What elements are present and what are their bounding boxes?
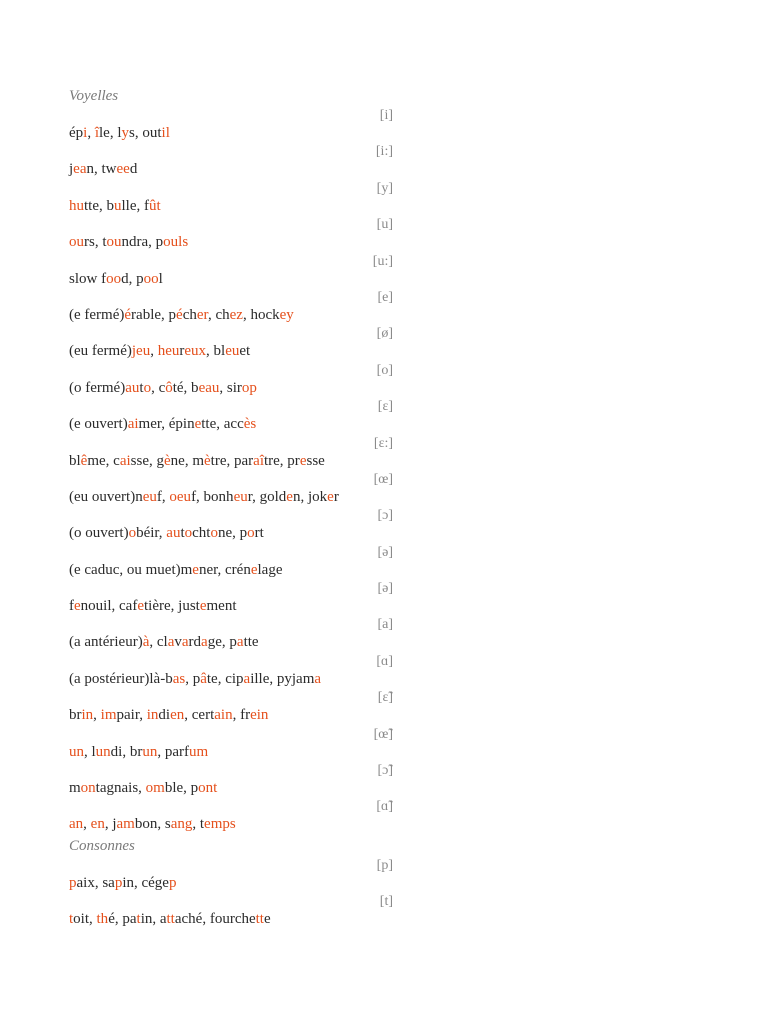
phoneme-entry	[69, 616, 399, 652]
word-text: r, gold	[247, 488, 287, 505]
ipa-symbol: [ɛ]	[377, 399, 393, 415]
highlighted-letters: ang	[170, 816, 193, 833]
highlighted-letters: tt	[166, 911, 175, 928]
word-text: bl	[69, 452, 81, 469]
highlighted-letters: t	[69, 911, 74, 928]
phoneme-entry	[69, 216, 399, 252]
highlighted-letters: e	[74, 598, 81, 615]
phoneme-entry	[69, 253, 399, 289]
example-words	[69, 378, 257, 398]
highlighted-letters: er	[196, 306, 208, 323]
word-text: v	[174, 634, 182, 651]
highlighted-letters: en	[90, 816, 105, 833]
word-text: (a antérieur)	[69, 634, 143, 651]
phonetic-table	[69, 85, 399, 930]
word-text: me, c	[87, 452, 120, 469]
highlighted-letters: o	[210, 525, 218, 542]
highlighted-letters: im	[100, 707, 117, 724]
highlighted-letters: o	[247, 525, 255, 542]
ipa-symbol: [ɑ]	[376, 653, 393, 669]
example-words	[69, 669, 321, 689]
highlighted-letters: p	[168, 874, 177, 891]
highlighted-letters: th	[96, 911, 109, 928]
word-text: ,	[83, 816, 91, 833]
highlighted-letters: un	[69, 743, 84, 760]
highlighted-letters: e	[299, 452, 307, 469]
highlighted-letters: t	[136, 911, 141, 928]
ipa-symbol: [i:]	[375, 144, 393, 160]
highlighted-letters: o	[184, 525, 193, 542]
highlighted-letters: ô	[165, 379, 173, 396]
highlighted-letters: om	[145, 780, 165, 797]
word-text: sse	[306, 452, 325, 469]
highlighted-letters: on	[80, 780, 96, 797]
highlighted-letters: e	[194, 416, 202, 433]
phoneme-entry	[69, 544, 399, 580]
word-text: j	[69, 161, 74, 178]
word-text: r	[179, 343, 185, 360]
word-text: d, p	[121, 270, 144, 287]
phoneme-entry	[69, 471, 399, 507]
highlighted-letters: â	[200, 670, 207, 687]
highlighted-letters: e	[327, 488, 334, 505]
word-text: e	[263, 911, 271, 928]
word-text: tte, acc	[201, 416, 244, 433]
word-text: , bl	[206, 343, 226, 360]
highlighted-letters: a	[236, 634, 244, 651]
ipa-symbol: [a]	[377, 617, 393, 633]
phoneme-entry	[69, 798, 399, 834]
highlighted-letters: au	[125, 379, 140, 396]
word-text: ble, p	[164, 780, 199, 797]
word-text: br	[69, 707, 82, 724]
ipa-symbol: [ə]	[377, 581, 393, 597]
highlighted-letters: oo	[143, 270, 159, 287]
example-words	[69, 560, 283, 580]
ipa-symbol: [ɛ:]	[373, 435, 393, 451]
phoneme-entry	[69, 580, 399, 616]
word-text: tagnais,	[95, 780, 146, 797]
word-text: lle, f	[121, 197, 149, 214]
highlighted-letters: aî	[253, 452, 264, 469]
phoneme-entry	[69, 143, 399, 179]
word-text: béir,	[136, 525, 167, 542]
highlighted-letters: é	[124, 306, 132, 323]
highlighted-letters: ein	[250, 707, 269, 724]
word-text: m	[69, 780, 81, 797]
word-text: , t	[192, 816, 205, 833]
highlighted-letters: oeu	[169, 488, 192, 505]
highlighted-letters: p	[69, 874, 77, 891]
word-text: aché, fourche	[174, 911, 256, 928]
highlighted-letters: ès	[243, 416, 257, 433]
example-words	[69, 742, 208, 762]
word-text: di	[158, 707, 171, 724]
highlighted-letters: o	[143, 379, 152, 396]
highlighted-letters: ou	[106, 234, 122, 251]
phoneme-entry	[69, 653, 399, 689]
word-text: ,	[93, 707, 101, 724]
vowel-entries	[69, 107, 399, 835]
highlighted-letters: u	[114, 197, 122, 214]
highlighted-letters: ain	[214, 707, 233, 724]
word-text: , sir	[219, 379, 242, 396]
example-words	[69, 414, 256, 434]
highlighted-letters: ee	[116, 161, 130, 178]
word-text: aix, sa	[76, 874, 115, 891]
section-title-vowels: Voyelles	[69, 88, 119, 104]
phoneme-entry	[69, 435, 399, 471]
word-text: cht	[192, 525, 211, 542]
word-text: bon, s	[134, 816, 171, 833]
phoneme-entry	[69, 289, 399, 325]
word-text: ép	[69, 125, 84, 141]
highlighted-letters: an	[69, 816, 84, 833]
word-text: in, cége	[122, 874, 169, 891]
example-words	[69, 196, 161, 216]
word-text: (eu fermé)	[69, 343, 132, 360]
word-text: tière, just	[144, 598, 200, 615]
word-text: , p	[185, 670, 201, 687]
phoneme-entry	[69, 107, 399, 143]
highlighted-letters: ê	[80, 452, 88, 469]
highlighted-letters: a	[201, 634, 208, 651]
highlighted-letters: è	[204, 452, 211, 469]
word-text: f,	[156, 488, 170, 505]
word-text: (eu ouvert)	[69, 488, 136, 505]
highlighted-letters: i	[83, 125, 88, 141]
word-text: di, br	[110, 743, 143, 760]
highlighted-letters: un	[142, 743, 158, 760]
ipa-symbol: [œ̃]	[373, 726, 393, 742]
example-words	[69, 269, 163, 289]
highlighted-letters: y	[121, 125, 130, 141]
word-text: , ch	[207, 306, 230, 323]
highlighted-letters: î	[94, 125, 100, 141]
word-text: ,	[150, 343, 158, 360]
word-text: le, l	[99, 125, 122, 141]
word-text: tte, b	[84, 197, 114, 214]
word-text: rd	[188, 634, 202, 651]
highlighted-letters: e	[137, 598, 144, 615]
highlighted-letters: a	[314, 670, 322, 687]
word-text: d	[129, 161, 138, 178]
highlighted-letters: as	[172, 670, 186, 687]
example-words	[69, 909, 271, 929]
word-text: , parf	[157, 743, 189, 760]
highlighted-letters: a	[167, 634, 175, 651]
highlighted-letters: p	[114, 874, 123, 891]
ipa-symbol: [e]	[377, 289, 393, 305]
ipa-symbol: [ɔ̃]	[377, 763, 393, 779]
word-text: (o fermé)	[69, 379, 126, 396]
example-words	[69, 341, 250, 361]
word-text: l	[158, 270, 163, 287]
ipa-symbol: [ø]	[376, 326, 393, 342]
section-vowels	[69, 85, 399, 835]
example-words	[69, 123, 170, 143]
ipa-symbol: [u]	[376, 217, 393, 233]
word-text: , cert	[184, 707, 215, 724]
highlighted-letters: ai	[119, 452, 131, 469]
highlighted-letters: eau	[198, 379, 220, 396]
highlighted-letters: op	[241, 379, 257, 396]
word-text: s, out	[129, 125, 162, 141]
word-text: ,	[87, 125, 95, 141]
highlighted-letters: é	[176, 306, 183, 323]
word-text: ge, p	[207, 634, 237, 651]
consonant-entries	[69, 857, 399, 930]
ipa-symbol: [œ]	[373, 471, 393, 487]
example-words	[69, 305, 294, 325]
highlighted-letters: eu	[233, 488, 248, 505]
example-words	[69, 451, 325, 471]
phoneme-entry	[69, 507, 399, 543]
word-text: ndra, p	[121, 234, 164, 251]
word-text: (e ouvert)	[69, 416, 128, 433]
example-words	[69, 705, 268, 725]
phoneme-entry	[69, 762, 399, 798]
example-words	[69, 778, 217, 798]
word-text: ner, crén	[198, 561, 251, 578]
word-text: n, tw	[86, 161, 117, 178]
ipa-symbol: [i]	[379, 108, 393, 123]
ipa-symbol: [ə]	[377, 544, 393, 560]
highlighted-letters: ût	[149, 197, 161, 214]
word-text: r	[333, 488, 339, 505]
word-text: (e caduc, ou muet)	[69, 561, 181, 578]
highlighted-letters: ez	[229, 306, 243, 323]
highlighted-letters: emps	[204, 816, 236, 833]
highlighted-letters: heu	[157, 343, 180, 360]
word-text: , c	[151, 379, 166, 396]
word-text: ne, m	[170, 452, 204, 469]
section-consonants	[69, 835, 399, 930]
highlighted-letters: ai	[127, 416, 139, 433]
ipa-symbol: [ɛ̃]	[377, 690, 393, 706]
highlighted-letters: e	[199, 598, 207, 615]
phoneme-entry	[69, 857, 399, 893]
phoneme-entry	[69, 689, 399, 725]
highlighted-letters: oo	[106, 270, 122, 287]
example-words	[69, 523, 264, 543]
highlighted-letters: am	[116, 816, 135, 833]
highlighted-letters: il	[161, 125, 170, 141]
highlighted-letters: au	[166, 525, 181, 542]
word-text: tre, par	[210, 452, 254, 469]
highlighted-letters: un	[95, 743, 111, 760]
ipa-symbol: [o]	[376, 362, 393, 378]
phoneme-entry	[69, 362, 399, 398]
word-text: té, b	[172, 379, 199, 396]
word-text: (a postérieur)	[69, 670, 150, 687]
word-text: (o ouvert)	[69, 525, 129, 542]
word-text: n, jok	[292, 488, 328, 505]
example-words	[69, 487, 339, 507]
word-text: , cl	[149, 634, 168, 651]
highlighted-letters: eu	[225, 343, 240, 360]
word-text: é, pa	[108, 911, 137, 928]
word-text: rable, p	[131, 306, 177, 323]
highlighted-letters: è	[164, 452, 171, 469]
highlighted-letters: ey	[279, 306, 294, 323]
phoneme-entry	[69, 398, 399, 434]
ipa-symbol: [u:]	[372, 253, 393, 269]
highlighted-letters: in	[81, 707, 94, 724]
word-text: slow f	[69, 270, 107, 287]
word-text: pair,	[116, 707, 147, 724]
word-text: , j	[104, 816, 117, 833]
word-text: , fr	[232, 707, 251, 724]
highlighted-letters: a	[243, 670, 251, 687]
word-text: te, cip	[206, 670, 244, 687]
phoneme-entry	[69, 325, 399, 361]
example-words	[69, 159, 137, 179]
word-text: f, bonh	[191, 488, 234, 505]
word-text: m	[180, 561, 193, 578]
example-words	[69, 632, 259, 652]
ipa-symbol: [y]	[376, 180, 393, 196]
word-text: f	[69, 598, 74, 615]
section-title-consonants: Consonnes	[69, 837, 135, 854]
word-text: rt	[254, 525, 264, 542]
word-text: tte	[243, 634, 259, 651]
ipa-symbol: [ɔ]	[377, 508, 393, 524]
word-text: (e fermé)	[69, 306, 125, 323]
word-text: ne, p	[217, 525, 248, 542]
phoneme-entry	[69, 726, 399, 762]
word-text: là-b	[149, 670, 173, 687]
word-text: , hock	[242, 306, 280, 323]
highlighted-letters: e	[250, 561, 258, 578]
highlighted-letters: eux	[184, 343, 207, 360]
word-text: et	[239, 343, 251, 360]
example-words	[69, 873, 176, 893]
word-text: ment	[206, 598, 237, 615]
example-words	[69, 814, 236, 834]
highlighted-letters: jeu	[131, 343, 151, 360]
highlighted-letters: en	[170, 707, 185, 724]
word-text: rs, t	[84, 234, 107, 251]
highlighted-letters: um	[189, 743, 209, 760]
phoneme-entry	[69, 893, 399, 929]
word-text: n	[135, 488, 143, 505]
example-words	[69, 232, 188, 252]
word-text: lage	[257, 561, 283, 578]
highlighted-letters: hu	[69, 197, 84, 214]
word-text: mer, épin	[138, 416, 195, 433]
word-text: , l	[84, 743, 96, 760]
highlighted-letters: ea	[73, 161, 87, 178]
highlighted-letters: a	[181, 634, 189, 651]
word-text: nouil, caf	[80, 598, 138, 615]
highlighted-letters: eu	[142, 488, 157, 505]
word-text: t	[139, 379, 144, 396]
highlighted-letters: e	[192, 561, 199, 578]
ipa-symbol: [p]	[376, 857, 393, 873]
word-text: sse, g	[130, 452, 164, 469]
word-text: in, a	[140, 911, 167, 928]
word-text: oit,	[73, 911, 97, 928]
highlighted-letters: tt	[255, 911, 264, 928]
ipa-symbol: [ɑ̃]	[376, 799, 393, 815]
highlighted-letters: o	[128, 525, 137, 542]
highlighted-letters: ou	[69, 234, 84, 251]
word-text: ch	[182, 306, 197, 323]
phoneme-entry	[69, 180, 399, 216]
highlighted-letters: ouls	[163, 234, 189, 251]
ipa-symbol: [t]	[379, 894, 393, 910]
highlighted-letters: à	[142, 634, 150, 651]
highlighted-letters: ont	[198, 780, 218, 797]
highlighted-letters: in	[146, 707, 159, 724]
example-words	[69, 596, 237, 616]
highlighted-letters: e	[286, 488, 293, 505]
word-text: t	[180, 525, 185, 542]
word-text: ille, pyjam	[250, 670, 315, 687]
word-text: tre, pr	[263, 452, 300, 469]
